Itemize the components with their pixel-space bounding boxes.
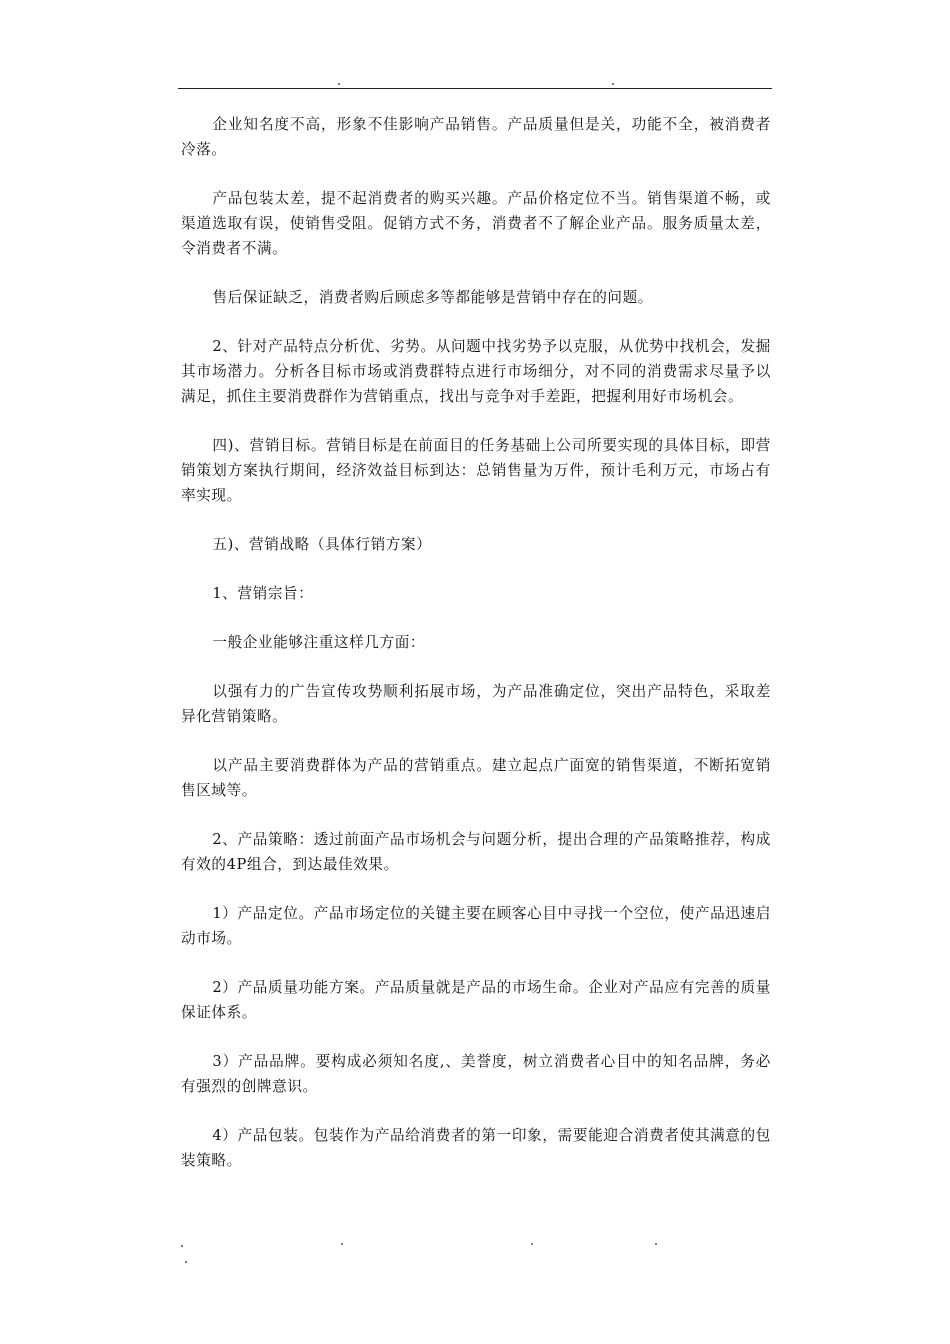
- paragraph: 产品包装太差，提不起消费者的购买兴趣。产品价格定位不当。销售渠道不畅，或渠道选取有误，使销售受阻。促销方式不务，消费者不了解企业产品。服务质量太差，令消费者不满。: [181, 190, 771, 257]
- list-item: 4）产品包装。包装作为产品给消费者的第一印象，需要能迎合消费者使其满意的包装策略。: [181, 1127, 771, 1169]
- footer-dot: [341, 1243, 343, 1245]
- paragraph: 2、产品策略：透过前面产品市场机会与问题分析，提出合理的产品策略推荐，构成有效的4P组合，到达最佳效果。: [181, 831, 771, 873]
- list-item: 1）产品定位。产品市场定位的关键主要在顾客心目中寻找一个空位，使产品迅速启动市场。: [181, 905, 771, 947]
- document-body: [181, 112, 771, 1173]
- paragraph: 四)、营销目标。营销目标是在前面目的任务基础上公司所要实现的具体目标，即营销策划方案执行期间，经济效益目标到达：总销售量为万件，预计毛利万元，市场占有率实现。: [181, 437, 771, 504]
- list-item: 2）产品质量功能方案。产品质量就是产品的市场生命。企业对产品应有完善的质量保证体系。: [181, 979, 771, 1021]
- footer-dot: [181, 1245, 183, 1247]
- section-heading: 五)、营销战略（具体行销方案）: [212, 536, 432, 553]
- footer-dot: [655, 1243, 657, 1245]
- paragraph: 以强有力的广告宣传攻势顺利拓展市场，为产品准确定位，突出产品特色，采取差异化营销策略。: [181, 683, 771, 725]
- paragraph: 以产品主要消费群体为产品的营销重点。建立起点广面宽的销售渠道，不断拓宽销售区域等。: [181, 757, 771, 799]
- paragraph: 售后保证缺乏，消费者购后顾虑多等都能够是营销中存在的问题。: [212, 289, 653, 306]
- subsection-heading: 1、营销宗旨：: [212, 585, 314, 602]
- list-item: 3）产品品牌。要构成必须知名度,、美誉度，树立消费者心目中的知名品牌，务必有强烈的创牌意识。: [181, 1053, 771, 1095]
- paragraph: 2、针对产品特点分析优、劣势。从问题中找劣势予以克服，从优势中找机会，发掘其市场潜力。分析各目标市场或消费群特点进行市场细分，对不同的消费需求尽量予以满足，抓住主要消费群作为营销重点，找出与竞争对手差距，把握利用好市场机会。: [181, 338, 771, 405]
- header-dot-left: [338, 83, 340, 85]
- paragraph: 一般企业能够注重这样几方面：: [212, 634, 426, 651]
- header-dot-right: [612, 83, 614, 85]
- header-rule: [178, 88, 772, 89]
- footer-dot: [531, 1243, 533, 1245]
- paragraph: 企业知名度不高，形象不佳影响产品销售。产品质量但是关，功能不全，被消费者冷落。: [181, 116, 771, 158]
- footer-dot: [185, 1261, 187, 1263]
